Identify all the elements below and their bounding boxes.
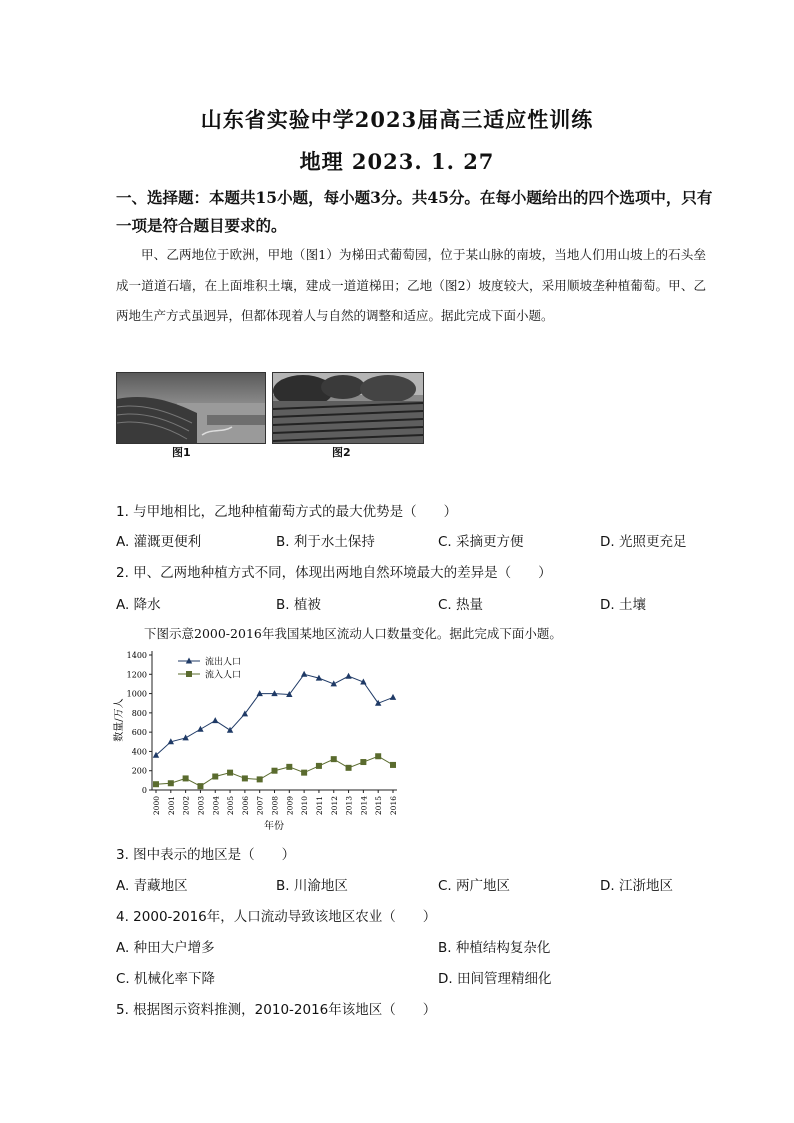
chart-point — [301, 671, 307, 677]
chart-x-tick-label: 2006 — [240, 796, 250, 816]
chart-point — [168, 780, 174, 786]
figure-1-photo — [116, 372, 266, 444]
chart-x-tick-label: 2013 — [344, 796, 354, 816]
chart-x-tick-label: 2015 — [374, 796, 384, 816]
chart-series-line — [156, 674, 393, 755]
chart-point — [197, 783, 203, 789]
passage-1 — [116, 240, 706, 332]
question-2-option-d[interactable]: D. 土壤 — [600, 597, 646, 613]
chart-x-tick-label: 2016 — [389, 796, 398, 816]
chart-y-tick-label: 1400 — [126, 651, 147, 660]
question-3-option-a[interactable]: A. 青藏地区 — [116, 878, 188, 894]
chart-point — [257, 776, 263, 782]
question-4-stem: 4. 2000-2016年，人口流动导致该地区农业（ ） — [116, 909, 437, 925]
chart-y-tick-label: 200 — [131, 766, 147, 776]
chart-x-tick-label: 2004 — [211, 796, 221, 816]
question-2-stem: 2. 甲、乙两地种植方式不同，体现出两地自然环境最大的差异是（ ） — [116, 565, 552, 581]
exam-title: 山东省实验中学2023届高三适应性训练 — [200, 107, 594, 132]
chart-intro: 下图示意2000-2016年我国某地区流动人口数量变化。据此完成下面小题。 — [144, 626, 562, 641]
chart-point — [212, 717, 218, 723]
chart-point — [212, 774, 218, 780]
figure-2-caption: 图2 — [332, 446, 351, 459]
figure-1-caption: 图1 — [172, 446, 191, 459]
figure-photos — [116, 372, 424, 472]
question-5-stem: 5. 根据图示资料推测，2010-2016年该地区（ ） — [116, 1002, 437, 1018]
chart-legend-label: 流入人口 — [205, 670, 242, 681]
figure-2-photo — [272, 372, 424, 444]
chart-x-tick-label: 2002 — [181, 796, 191, 816]
chart-ylabel: 数量/万人 — [114, 698, 125, 742]
chart-x-tick-label: 2005 — [226, 796, 236, 816]
chart-y-tick-label: 0 — [141, 786, 147, 795]
chart-point — [197, 726, 203, 732]
question-1-option-d[interactable]: D. 光照更充足 — [600, 534, 687, 550]
chart-y-tick-label: 600 — [131, 728, 147, 738]
chart-point — [183, 775, 189, 781]
chart-x-tick-label: 2011 — [314, 796, 324, 816]
chart-legend-marker — [186, 671, 192, 677]
chart-x-tick-label: 2008 — [270, 796, 280, 816]
chart-point — [360, 759, 366, 765]
chart-xlabel: 年份 — [264, 821, 284, 832]
chart-x-tick-label: 2001 — [166, 796, 176, 816]
question-1-option-b[interactable]: B. 利于水土保持 — [276, 534, 375, 550]
section-heading: 一、选择题：本题共15小题，每小题3分。共45分。在每小题给出的四个选项中，只有一项是符合题目要求的。 — [116, 188, 713, 235]
chart-y-tick-label: 400 — [131, 747, 147, 757]
chart-point — [301, 770, 307, 776]
chart-point — [271, 690, 277, 696]
question-1-stem: 1. 与甲地相比，乙地种植葡萄方式的最大优势是（ ） — [116, 504, 458, 520]
question-2-option-b[interactable]: B. 植被 — [276, 597, 321, 613]
chart-point — [375, 753, 381, 759]
question-1-option-c[interactable]: C. 采摘更方便 — [438, 534, 524, 550]
question-2-option-c[interactable]: C. 热量 — [438, 597, 484, 613]
chart-point — [256, 690, 262, 696]
question-4-option-a[interactable]: A. 种田大户增多 — [116, 940, 215, 956]
chart-legend-label: 流出人口 — [205, 657, 242, 668]
question-3-option-c[interactable]: C. 两广地区 — [438, 878, 511, 894]
chart-point — [227, 770, 233, 776]
chart-point — [153, 781, 159, 787]
chart-point — [331, 756, 337, 762]
question-4-option-c[interactable]: C. 机械化率下降 — [116, 971, 216, 987]
question-3-option-d[interactable]: D. 江浙地区 — [600, 878, 673, 894]
chart-point — [272, 768, 278, 774]
question-3-option-b[interactable]: B. 川渝地区 — [276, 878, 348, 894]
chart-point — [390, 762, 396, 768]
question-2-option-a[interactable]: A. 降水 — [116, 597, 161, 613]
question-3-stem: 3. 图中表示的地区是（ ） — [116, 847, 296, 863]
passage-1-text: 甲、乙两地位于欧洲，甲地（图1）为梯田式葡萄园，位于某山脉的南坡，当地人们用山坡上的石头垒成一道道石墙，在上面堆积土壤，建成一道道梯田；乙地（图2）坡度较大，采用顺坡垄种植葡萄。甲、乙两地生产方式虽迥异，但都体现着人与自然的调整和适应。据此完成下面小题。 — [116, 247, 706, 323]
chart-point — [345, 673, 351, 679]
question-4-option-d[interactable]: D. 田间管理精细化 — [438, 971, 552, 987]
chart-point — [316, 763, 322, 769]
chart-x-tick-label: 2000 — [152, 796, 161, 816]
chart-point — [390, 694, 396, 700]
chart-x-tick-label: 2003 — [196, 796, 206, 816]
population-chart — [108, 645, 408, 835]
chart-point — [286, 764, 292, 770]
chart-y-tick-label: 1200 — [126, 670, 147, 680]
chart-x-tick-label: 2012 — [329, 796, 339, 816]
chart-x-tick-label: 2007 — [255, 796, 265, 816]
chart-x-tick-label: 2014 — [359, 796, 369, 816]
chart-y-tick-label: 800 — [131, 708, 147, 718]
question-4-option-b[interactable]: B. 种植结构复杂化 — [438, 940, 551, 956]
chart-x-tick-label: 2010 — [300, 796, 310, 816]
exam-subtitle: 地理 2023. 1. 27 — [299, 149, 495, 174]
chart-y-tick-label: 1000 — [126, 689, 147, 699]
chart-x-tick-label: 2009 — [285, 796, 295, 816]
question-1-option-a[interactable]: A. 灌溉更便利 — [116, 534, 202, 550]
chart-point — [242, 775, 248, 781]
chart-point — [182, 734, 188, 740]
chart-point — [346, 765, 352, 771]
